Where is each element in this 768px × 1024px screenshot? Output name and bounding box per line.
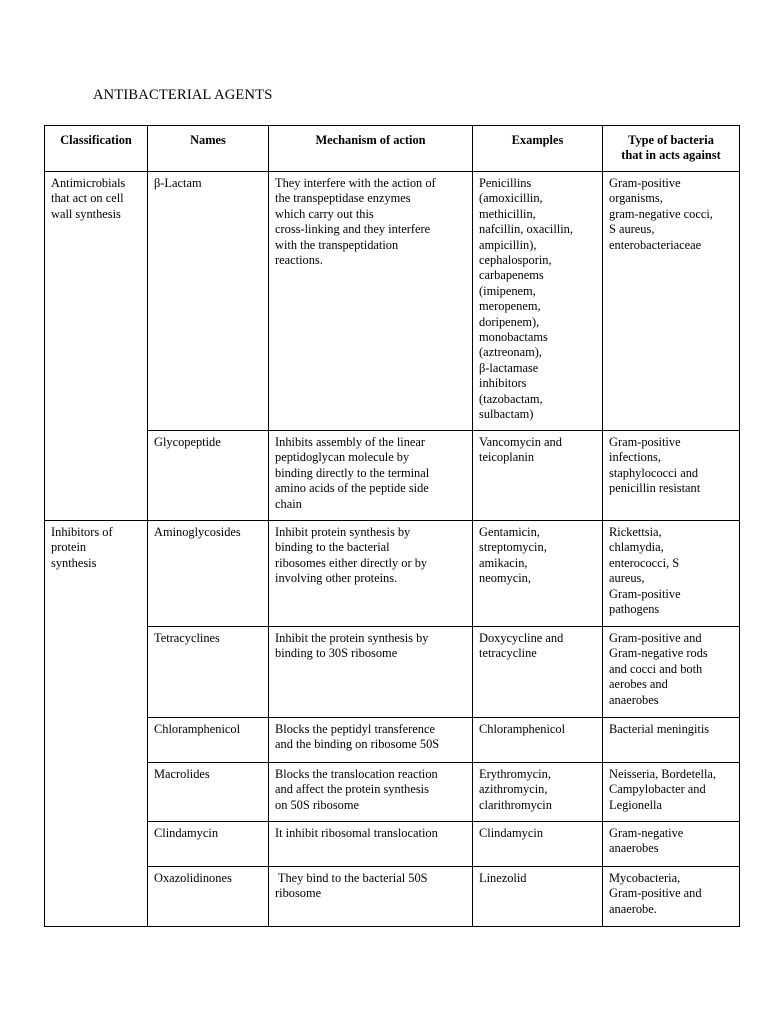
table-row [45, 718, 740, 763]
cell-text-line: Macrolides [154, 767, 210, 781]
bacteria-cell [603, 822, 740, 867]
cell-text-line: Mycobacteria, [609, 871, 681, 885]
header-row [45, 126, 740, 172]
examples-cell [473, 822, 603, 867]
cell-text-line: pathogens [609, 602, 660, 617]
cell-text-line: Legionella [609, 797, 662, 812]
cell-text-line: involving other proteins. [275, 571, 398, 586]
drug-name-cell [148, 822, 269, 867]
cell-text-line: azithromycin, [479, 782, 548, 797]
cell-text-line: nafcillin, oxacillin, [479, 222, 573, 237]
cell-text-line: ribosome [275, 886, 322, 901]
table-row [45, 431, 740, 521]
cell-text-line: They interfere with the action of [275, 176, 436, 190]
document-title: ANTIBACTERIAL AGENTS [93, 87, 273, 103]
cell-text-line: cross-linking and they interfere [275, 222, 431, 237]
bacteria-cell [603, 763, 740, 822]
header-mechanism [269, 126, 473, 172]
cell-text-line: wall synthesis [51, 206, 121, 221]
drug-name-cell [148, 431, 269, 521]
cell-text-line: peptidoglycan molecule by [275, 450, 410, 465]
cell-text-line: Rickettsia, [609, 525, 662, 539]
cell-text-line: Type of bacteria [628, 133, 714, 147]
mechanism-cell [269, 627, 473, 718]
cell-text-line: Mechanism of action [315, 133, 426, 147]
examples-cell [473, 627, 603, 718]
cell-text-line: enterobacteriaceae [609, 237, 702, 252]
cell-text-line: Campylobacter and [609, 782, 706, 797]
drug-name-cell [148, 763, 269, 822]
cell-text-line: β-lactamase [479, 360, 539, 375]
cell-text-line: and the binding on ribosome 50S [275, 737, 440, 752]
cell-text-line: Linezolid [479, 871, 527, 885]
cell-text-line: teicoplanin [479, 450, 535, 465]
cell-text-line: carbapenems [479, 268, 544, 283]
cell-text-line: that act on cell [51, 191, 124, 206]
cell-text-line: Antimicrobials [51, 176, 126, 190]
cell-text-line: Gram-negative [609, 826, 684, 840]
cell-text-line: meropenem, [479, 299, 541, 314]
cell-text-line: binding to 30S ribosome [275, 646, 398, 661]
cell-text-line: anaerobes [609, 692, 659, 707]
drug-name-cell [148, 172, 269, 431]
cell-text-line: Names [190, 133, 226, 147]
cell-text-line: monobactams [479, 330, 548, 345]
header-names [148, 126, 269, 172]
bacteria-cell [603, 627, 740, 718]
cell-text-line: Blocks the translocation reaction [275, 767, 438, 781]
cell-text-line: which carry out this [275, 206, 374, 221]
cell-text-line: Inhibit the protein synthesis by [275, 631, 429, 645]
cell-text-line: ampicillin), [479, 237, 537, 252]
cell-text-line: anaerobes [609, 841, 659, 856]
cell-text-line: enterococci, S [609, 555, 680, 570]
examples-cell [473, 431, 603, 521]
cell-text-line: Chloramphenicol [479, 722, 566, 736]
mechanism-cell [269, 867, 473, 927]
cell-text-line: synthesis [51, 555, 97, 570]
cell-text-line: amino acids of the peptide side [275, 481, 429, 496]
cell-text-line: that in acts against [621, 148, 721, 163]
cell-text-line: Examples [511, 133, 564, 147]
cell-text-line: Clindamycin [479, 826, 544, 840]
cell-text-line: Erythromycin, [479, 767, 551, 781]
table-body [45, 172, 740, 927]
cell-text-line: chlamydia, [609, 540, 664, 555]
cell-text-line: Inhibit protein synthesis by [275, 525, 411, 539]
cell-text-line: infections, [609, 450, 661, 465]
cell-text-line: They bind to the bacterial 50S [275, 871, 428, 885]
cell-text-line: clarithromycin [479, 797, 552, 812]
cell-text-line: chain [275, 496, 302, 511]
cell-text-line: ribosomes either directly or by [275, 555, 428, 570]
cell-text-line: gram-negative cocci, [609, 206, 713, 221]
mechanism-cell [269, 763, 473, 822]
bacteria-cell [603, 521, 740, 627]
cell-text-line: Doxycycline and [479, 631, 564, 645]
header-classification [45, 126, 148, 172]
header-bacteria-type [603, 126, 740, 172]
cell-text-line: Classification [60, 133, 132, 147]
antibacterial-agents-table [44, 125, 740, 927]
table-header [45, 126, 740, 172]
cell-text-line: It inhibit ribosomal translocation [275, 826, 438, 840]
cell-text-line: organisms, [609, 191, 663, 206]
cell-text-line: amikacin, [479, 555, 528, 570]
bacteria-cell [603, 718, 740, 763]
cell-text-line: Vancomycin and [479, 435, 562, 449]
cell-text-line: (aztreonam), [479, 345, 542, 360]
drug-name-cell [148, 627, 269, 718]
cell-text-line: methicillin, [479, 206, 536, 221]
cell-text-line: Clindamycin [154, 826, 219, 840]
cell-text-line: streptomycin, [479, 540, 547, 555]
cell-text-line: Blocks the peptidyl transference [275, 722, 435, 736]
cell-text-line: Penicillins [479, 176, 532, 190]
table-row [45, 763, 740, 822]
examples-cell [473, 521, 603, 627]
cell-text-line: Tetracyclines [154, 631, 220, 645]
examples-cell [473, 718, 603, 763]
cell-text-line: Aminoglycosides [154, 525, 241, 539]
cell-text-line: Inhibitors of [51, 525, 113, 539]
cell-text-line: Gram-negative rods [609, 646, 708, 661]
cell-text-line: Gram-positive and [609, 886, 702, 901]
cell-text-line: Gram-positive [609, 176, 681, 190]
cell-text-line: anaerobe. [609, 901, 657, 916]
cell-text-line: Neisseria, Bordetella, [609, 767, 717, 781]
classification-cell [45, 521, 148, 927]
cell-text-line: protein [51, 540, 87, 555]
cell-text-line: S aureus, [609, 222, 655, 237]
mechanism-cell [269, 521, 473, 627]
cell-text-line: Gentamicin, [479, 525, 540, 539]
cell-text-line: Inhibits assembly of the linear [275, 435, 426, 449]
cell-text-line: and cocci and both [609, 661, 703, 676]
cell-text-line: (tazobactam, [479, 391, 543, 406]
cell-text-line: staphylococci and [609, 465, 699, 480]
cell-text-line: Glycopeptide [154, 435, 221, 449]
cell-text-line: binding to the bacterial [275, 540, 390, 555]
table-row [45, 627, 740, 718]
bacteria-cell [603, 172, 740, 431]
examples-cell [473, 172, 603, 431]
classification-cell [45, 172, 148, 521]
mechanism-cell [269, 822, 473, 867]
mechanism-cell [269, 431, 473, 521]
cell-text-line: and affect the protein synthesis [275, 782, 429, 797]
cell-text-line: tetracycline [479, 646, 537, 661]
examples-cell [473, 867, 603, 927]
examples-cell [473, 763, 603, 822]
table-row [45, 172, 740, 431]
cell-text-line: binding directly to the terminal [275, 465, 430, 480]
cell-text-line: sulbactam) [479, 407, 534, 422]
drug-name-cell [148, 867, 269, 927]
cell-text-line: the transpeptidase enzymes [275, 191, 411, 206]
cell-text-line: neomycin, [479, 571, 531, 586]
cell-text-line: on 50S ribosome [275, 797, 359, 812]
drug-name-cell [148, 521, 269, 627]
cell-text-line: β-Lactam [154, 176, 202, 190]
cell-text-line: (imipenem, [479, 283, 536, 298]
cell-text-line: Oxazolidinones [154, 871, 232, 885]
cell-text-line: (amoxicillin, [479, 191, 543, 206]
bacteria-cell [603, 867, 740, 927]
drug-name-cell [148, 718, 269, 763]
cell-text-line: Chloramphenicol [154, 722, 241, 736]
bacteria-cell [603, 431, 740, 521]
cell-text-line: cephalosporin, [479, 253, 552, 268]
header-examples [473, 126, 603, 172]
cell-text-line: with the transpeptidation [275, 237, 399, 252]
cell-text-line: reactions. [275, 253, 323, 268]
cell-text-line: penicillin resistant [609, 481, 701, 496]
cell-text-line: doripenem), [479, 314, 540, 329]
cell-text-line: aureus, [609, 571, 645, 586]
table-row [45, 867, 740, 927]
table-row [45, 521, 740, 627]
cell-text-line: inhibitors [479, 376, 527, 391]
cell-text-line: Gram-positive and [609, 631, 702, 645]
cell-text-line: aerobes and [609, 677, 668, 692]
mechanism-cell [269, 718, 473, 763]
table-row [45, 822, 740, 867]
cell-text-line: Gram-positive [609, 586, 681, 601]
cell-text-line: Bacterial meningitis [609, 722, 710, 736]
cell-text-line: Gram-positive [609, 435, 681, 449]
mechanism-cell [269, 172, 473, 431]
